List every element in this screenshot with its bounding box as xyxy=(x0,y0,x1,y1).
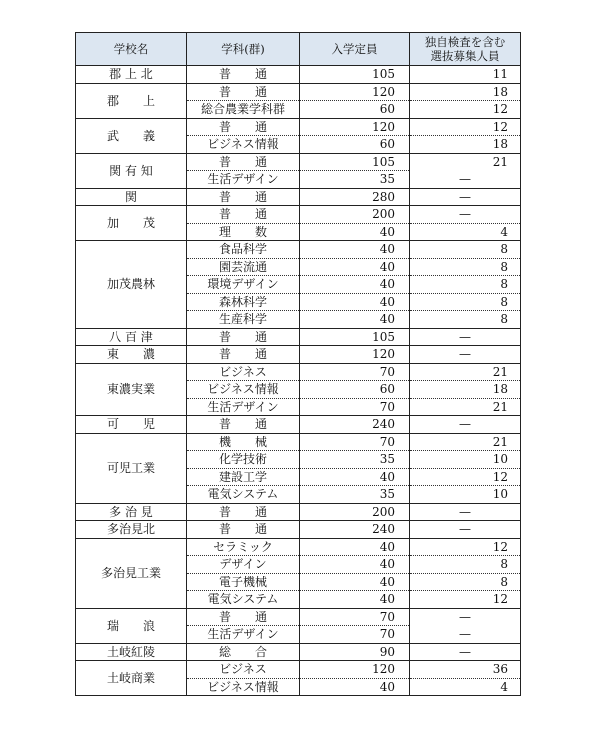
capacity-cell: 60 xyxy=(300,136,410,154)
selection-count-cell: — xyxy=(410,608,521,626)
capacity-cell: 200 xyxy=(300,503,410,521)
course-cell: ビジネス xyxy=(187,363,300,381)
selection-count-cell: 8 xyxy=(410,311,521,329)
school-name-cell: 加 茂 xyxy=(76,206,187,241)
course-cell: 電気システム xyxy=(187,591,300,609)
selection-count-cell: 8 xyxy=(410,258,521,276)
selection-count-cell: — xyxy=(410,188,521,206)
capacity-cell: 60 xyxy=(300,101,410,119)
capacity-cell: 280 xyxy=(300,188,410,206)
selection-count-cell: 18 xyxy=(410,83,521,101)
table-row xyxy=(76,346,521,364)
school-name-cell: 関 xyxy=(76,188,187,206)
course-cell: 生活デザイン xyxy=(187,171,300,189)
school-name-cell: 多治見工業 xyxy=(76,538,187,608)
capacity-cell: 120 xyxy=(300,83,410,101)
school-name-cell: 郡 上 北 xyxy=(76,66,187,84)
course-cell: 総 合 xyxy=(187,643,300,661)
selection-count-cell: — xyxy=(410,346,521,364)
selection-count-cell: 4 xyxy=(410,678,521,696)
selection-count-cell: 4 xyxy=(410,223,521,241)
selection-count-cell: — xyxy=(410,626,521,644)
selection-count-cell: 21 xyxy=(410,153,521,171)
capacity-cell: 200 xyxy=(300,206,410,224)
selection-count-cell: 10 xyxy=(410,486,521,504)
selection-count-cell: 12 xyxy=(410,101,521,119)
course-cell: 食品科学 xyxy=(187,241,300,259)
selection-count-cell: 12 xyxy=(410,468,521,486)
header-school: 学校名 xyxy=(76,33,187,66)
course-cell: 普 通 xyxy=(187,188,300,206)
course-cell: 総合農業学科群 xyxy=(187,101,300,119)
selection-count-cell: 10 xyxy=(410,451,521,469)
school-name-cell: 土岐紅陵 xyxy=(76,643,187,661)
selection-count-cell: 21 xyxy=(410,363,521,381)
course-cell: ビジネス情報 xyxy=(187,136,300,154)
capacity-cell: 120 xyxy=(300,661,410,679)
table-row xyxy=(76,328,521,346)
course-cell: 普 通 xyxy=(187,118,300,136)
capacity-cell: 40 xyxy=(300,311,410,329)
course-cell: 普 通 xyxy=(187,416,300,434)
capacity-cell: 60 xyxy=(300,381,410,399)
capacity-cell: 90 xyxy=(300,643,410,661)
selection-count-cell: — xyxy=(410,328,521,346)
capacity-cell: 105 xyxy=(300,66,410,84)
table-row xyxy=(76,241,521,259)
school-name-cell: 東 濃 xyxy=(76,346,187,364)
school-name-cell: 武 義 xyxy=(76,118,187,153)
selection-count-cell: 8 xyxy=(410,241,521,259)
selection-count-cell: 8 xyxy=(410,573,521,591)
school-name-cell: 瑞 浪 xyxy=(76,608,187,643)
table-row xyxy=(76,608,521,626)
course-cell: 生活デザイン xyxy=(187,398,300,416)
selection-count-cell: 8 xyxy=(410,293,521,311)
table-row xyxy=(76,538,521,556)
header-capacity: 入学定員 xyxy=(300,33,410,66)
capacity-cell: 70 xyxy=(300,398,410,416)
selection-count-cell: 18 xyxy=(410,381,521,399)
capacity-cell: 40 xyxy=(300,293,410,311)
course-cell: ビジネス情報 xyxy=(187,381,300,399)
capacity-cell: 40 xyxy=(300,258,410,276)
table-row xyxy=(76,118,521,136)
capacity-cell: 35 xyxy=(300,171,410,189)
selection-count-cell: 11 xyxy=(410,66,521,84)
selection-count-cell: 18 xyxy=(410,136,521,154)
selection-count-cell: — xyxy=(410,503,521,521)
capacity-cell: 40 xyxy=(300,538,410,556)
capacity-cell: 240 xyxy=(300,521,410,539)
selection-count-cell: 12 xyxy=(410,591,521,609)
selection-count-cell: — xyxy=(410,643,521,661)
course-cell: 電子機械 xyxy=(187,573,300,591)
table-row xyxy=(76,153,521,171)
school-name-cell: 加茂農林 xyxy=(76,241,187,329)
capacity-cell: 40 xyxy=(300,591,410,609)
course-cell: 普 通 xyxy=(187,153,300,171)
school-name-cell: 東濃実業 xyxy=(76,363,187,416)
school-name-cell: 八 百 津 xyxy=(76,328,187,346)
course-cell: 園芸流通 xyxy=(187,258,300,276)
course-cell: 普 通 xyxy=(187,521,300,539)
course-cell: 理 数 xyxy=(187,223,300,241)
school-name-cell: 可 児 xyxy=(76,416,187,434)
capacity-cell: 70 xyxy=(300,608,410,626)
capacity-cell: 40 xyxy=(300,573,410,591)
selection-count-cell: — xyxy=(410,521,521,539)
course-cell: 機 械 xyxy=(187,433,300,451)
capacity-cell: 70 xyxy=(300,363,410,381)
capacity-cell: 240 xyxy=(300,416,410,434)
course-cell: 建設工学 xyxy=(187,468,300,486)
course-cell: 生活デザイン xyxy=(187,626,300,644)
course-cell: 普 通 xyxy=(187,346,300,364)
table-body xyxy=(76,66,521,696)
capacity-cell: 40 xyxy=(300,276,410,294)
table-row xyxy=(76,188,521,206)
table-row xyxy=(76,206,521,224)
course-cell: 普 通 xyxy=(187,83,300,101)
table-row xyxy=(76,661,521,679)
course-cell: 普 通 xyxy=(187,66,300,84)
capacity-cell: 120 xyxy=(300,346,410,364)
capacity-cell: 40 xyxy=(300,468,410,486)
selection-count-cell: 21 xyxy=(410,398,521,416)
selection-count-cell: 36 xyxy=(410,661,521,679)
capacity-cell: 40 xyxy=(300,556,410,574)
selection-count-cell: — xyxy=(410,171,521,189)
capacity-cell: 40 xyxy=(300,223,410,241)
course-cell: 森林科学 xyxy=(187,293,300,311)
capacity-cell: 40 xyxy=(300,678,410,696)
capacity-cell: 40 xyxy=(300,241,410,259)
table-row xyxy=(76,503,521,521)
table-row xyxy=(76,643,521,661)
course-cell: デザイン xyxy=(187,556,300,574)
school-name-cell: 関 有 知 xyxy=(76,153,187,188)
capacity-cell: 35 xyxy=(300,451,410,469)
enrollment-table xyxy=(75,32,521,696)
selection-count-cell: 12 xyxy=(410,538,521,556)
capacity-cell: 105 xyxy=(300,153,410,171)
course-cell: 環境デザイン xyxy=(187,276,300,294)
capacity-cell: 70 xyxy=(300,433,410,451)
school-name-cell: 多治見北 xyxy=(76,521,187,539)
header-row xyxy=(76,33,521,66)
table-row xyxy=(76,83,521,101)
school-name-cell: 多 治 見 xyxy=(76,503,187,521)
table-row xyxy=(76,433,521,451)
selection-count-cell: 8 xyxy=(410,556,521,574)
selection-count-cell: 12 xyxy=(410,118,521,136)
table-row xyxy=(76,416,521,434)
course-cell: 普 通 xyxy=(187,503,300,521)
course-cell: 化学技術 xyxy=(187,451,300,469)
course-cell: 普 通 xyxy=(187,206,300,224)
capacity-cell: 35 xyxy=(300,486,410,504)
school-name-cell: 郡 上 xyxy=(76,83,187,118)
course-cell: 電気システム xyxy=(187,486,300,504)
selection-count-cell: — xyxy=(410,206,521,224)
course-cell: 生産科学 xyxy=(187,311,300,329)
school-name-cell: 可児工業 xyxy=(76,433,187,503)
course-cell: ビジネス情報 xyxy=(187,678,300,696)
selection-count-cell: 21 xyxy=(410,433,521,451)
school-name-cell: 土岐商業 xyxy=(76,661,187,696)
course-cell: 普 通 xyxy=(187,328,300,346)
capacity-cell: 70 xyxy=(300,626,410,644)
selection-count-cell: 8 xyxy=(410,276,521,294)
table-row xyxy=(76,521,521,539)
table-row xyxy=(76,66,521,84)
selection-count-cell: — xyxy=(410,416,521,434)
course-cell: セラミック xyxy=(187,538,300,556)
capacity-cell: 105 xyxy=(300,328,410,346)
header-selection: 独自検査を含む 選抜募集人員 xyxy=(410,33,521,66)
table-row xyxy=(76,363,521,381)
header-course: 学科(群) xyxy=(187,33,300,66)
course-cell: ビジネス xyxy=(187,661,300,679)
course-cell: 普 通 xyxy=(187,608,300,626)
capacity-cell: 120 xyxy=(300,118,410,136)
